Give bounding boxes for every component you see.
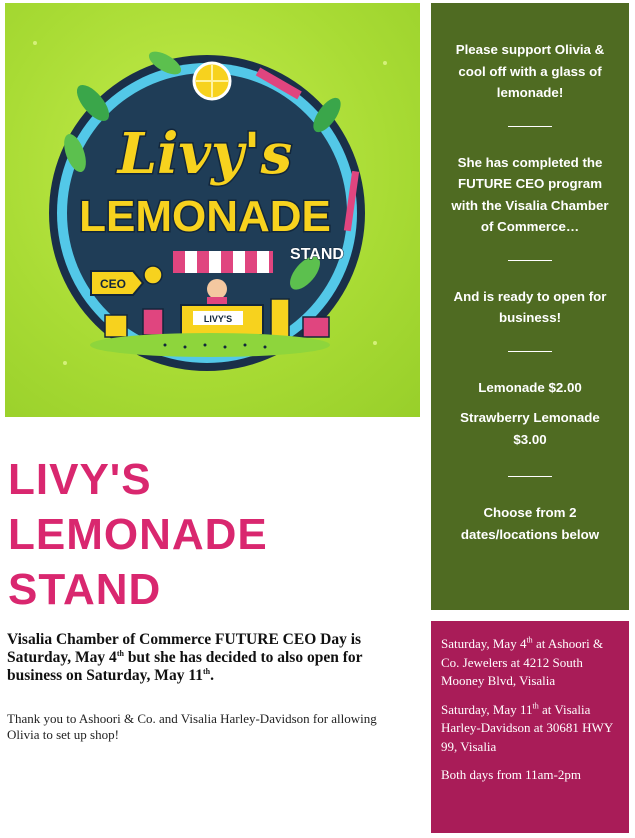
ceo-program-message: She has completed the FUTURE CEO program with the Visalia Chamber of Commerce…: [451, 154, 609, 234]
ceo-text-part: but she has decided to also open for business on Saturday, May 11: [7, 649, 363, 684]
title-line: LIVY'S: [8, 455, 152, 504]
date-location-2: [441, 701, 619, 757]
divider-line: [508, 476, 552, 477]
support-message: Please support Olivia & cool off with a glass of lemonade!: [455, 42, 605, 100]
ceo-text-part: .: [210, 667, 214, 684]
page-title: [8, 452, 418, 617]
dates-panel: [431, 621, 629, 833]
logo-word-stand: STAND: [290, 246, 344, 263]
logo-title-livys: Livy's: [117, 121, 293, 187]
coin-icon: [144, 266, 162, 284]
date-text: Saturday, May 4: [441, 636, 527, 651]
title-line: STAND: [8, 565, 162, 614]
divider-line: [508, 126, 552, 127]
lemonade-stand-logo-image: [5, 3, 420, 417]
hours-text: Both days from 11am-2pm: [441, 767, 581, 782]
ordinal-suffix: th: [532, 701, 539, 711]
booth-sign-label: LIVY'S: [203, 314, 233, 324]
ready-message: And is ready to open for business!: [453, 288, 607, 325]
choose-dates-message: Choose from 2 dates/locations below: [460, 505, 600, 542]
thank-you-paragraph: Thank you to Ashoori & Co. and Visalia Harley-Davidson for allowing Olivia to set up shop!: [7, 711, 377, 742]
bottle-icon: [271, 299, 289, 337]
price-strawberry-lemonade: Strawberry Lemonade $3.00: [460, 410, 600, 447]
divider-line: [508, 351, 552, 352]
location-text: at Ashoori & Co. Jewelers at 4212 South Mooney Blvd, Visalia: [441, 636, 604, 688]
support-panel: [431, 3, 629, 610]
plant-pot-icon: [143, 309, 163, 335]
logo-title-lemonade: LEMONADE: [79, 192, 331, 241]
girl-figure: [207, 279, 227, 299]
plant-pot-icon: [105, 315, 127, 337]
ordinal-suffix: th: [202, 666, 211, 676]
title-line: LEMONADE: [8, 510, 268, 559]
ceo-sign-label: CEO: [99, 277, 127, 291]
location-text: at Visalia Harley-Davidson at 30681 HWY 99, Visalia: [441, 701, 613, 754]
ceo-day-paragraph: [7, 631, 421, 685]
ceo-text-part: Visalia Chamber of Commerce FUTURE CEO Day is Saturday, May 4: [7, 631, 362, 666]
date-text: Saturday, May 11: [441, 701, 533, 717]
stand-ground: [90, 333, 330, 357]
price-lemonade: Lemonade $2.00: [478, 379, 582, 395]
divider-line: [508, 260, 552, 261]
ordinal-suffix: th: [526, 635, 533, 645]
date-location-1: [441, 635, 619, 691]
plant-pot-icon: [303, 317, 329, 337]
ordinal-suffix: th: [116, 648, 124, 658]
logo-illustration: [5, 3, 420, 417]
